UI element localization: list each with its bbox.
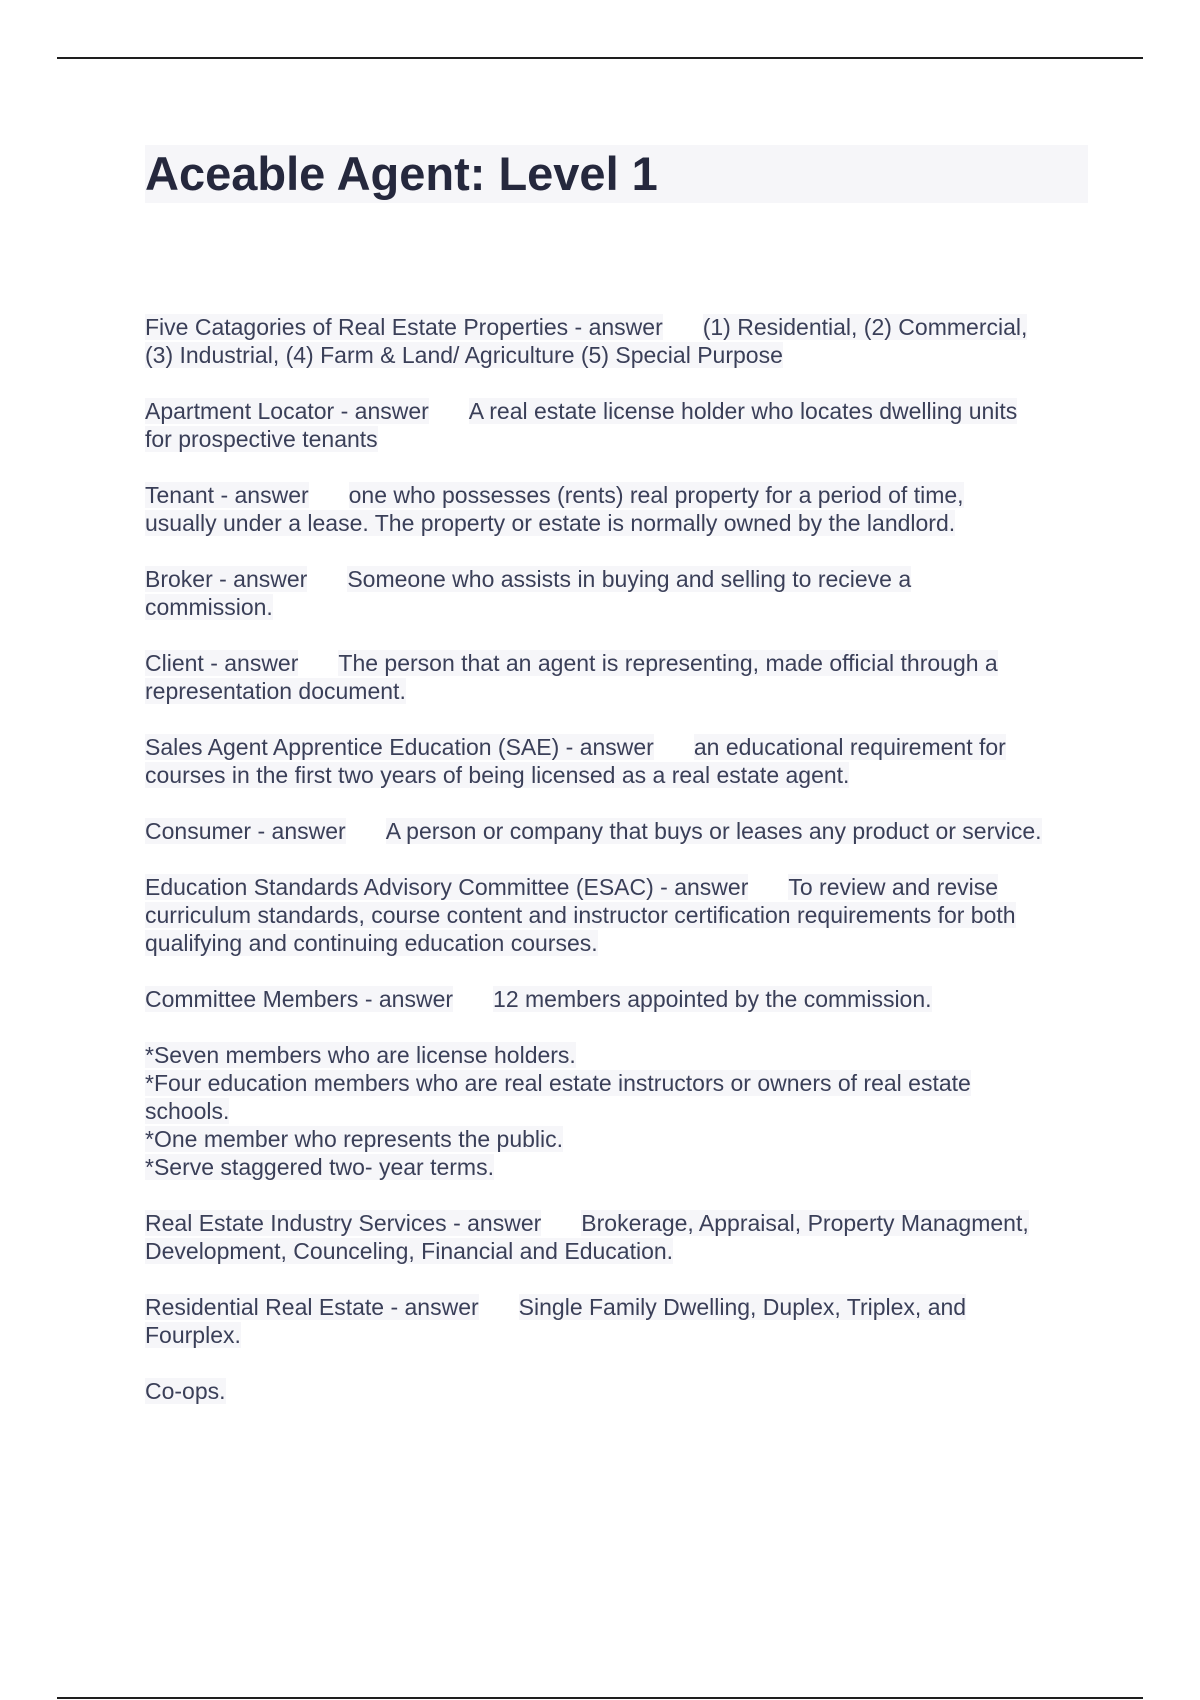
entry-definition: Development, Counceling, Financial and Education. xyxy=(145,1238,674,1264)
entry-definition: commission. xyxy=(145,594,273,620)
entry-term: Education Standards Advisory Committee (ESAC) - answer xyxy=(145,874,749,900)
flashcard-entry xyxy=(145,1209,1105,1265)
flashcard-entry xyxy=(145,1377,1105,1405)
entry-definition: A real estate license holder who locates dwelling units xyxy=(468,398,1018,424)
entry-term: Five Catagories of Real Estate Properties - answer xyxy=(145,314,663,340)
entry-definition: (1) Residential, (2) Commercial, xyxy=(702,314,1028,340)
top-rule xyxy=(57,57,1143,59)
entry-definition: A person or company that buys or leases any product or service. xyxy=(385,818,1042,844)
entry-definition: usually under a lease. The property or estate is normally owned by the landlord. xyxy=(145,510,956,536)
entry-term: Consumer - answer xyxy=(145,818,346,844)
entry-definition: (3) Industrial, (4) Farm & Land/ Agriculture (5) Special Purpose xyxy=(145,342,783,368)
flashcard-list xyxy=(145,313,1105,1405)
entry-term: Apartment Locator - answer xyxy=(145,398,429,424)
entry-definition: Co-ops. xyxy=(145,1378,226,1404)
entry-term: Client - answer xyxy=(145,650,299,676)
entry-definition: Someone who assists in buying and selling to recieve a xyxy=(347,566,912,592)
flashcard-entry xyxy=(145,817,1105,845)
entry-definition: The person that an agent is representing, made official through a xyxy=(338,650,998,676)
entry-definition: 12 members appointed by the commission. xyxy=(493,986,932,1012)
flashcard-entry xyxy=(145,1293,1105,1349)
entry-definition: *One member who represents the public. xyxy=(145,1126,564,1152)
page-title: Aceable Agent: Level 1 xyxy=(145,147,658,200)
flashcard-entry xyxy=(145,873,1105,957)
entry-definition: Brokerage, Appraisal, Property Managment, xyxy=(581,1210,1029,1236)
entry-definition: To review and revise xyxy=(788,874,999,900)
entry-definition: qualifying and continuing education courses. xyxy=(145,930,598,956)
entry-term: Sales Agent Apprentice Education (SAE) - answer xyxy=(145,734,654,760)
entry-definition: *Serve staggered two- year terms. xyxy=(145,1154,494,1180)
flashcard-entry xyxy=(145,1041,1105,1181)
entry-definition: *Seven members who are license holders. xyxy=(145,1042,576,1068)
entry-definition: Fourplex. xyxy=(145,1322,241,1348)
flashcard-entry xyxy=(145,649,1105,705)
entry-definition: representation document. xyxy=(145,678,406,704)
entry-definition: courses in the first two years of being licensed as a real estate agent. xyxy=(145,762,850,788)
flashcard-entry xyxy=(145,565,1105,621)
entry-definition: *Four education members who are real estate instructors or owners of real estate xyxy=(145,1070,971,1096)
flashcard-entry xyxy=(145,313,1105,369)
flashcard-entry xyxy=(145,397,1105,453)
entry-term: Tenant - answer xyxy=(145,482,309,508)
entry-definition: schools. xyxy=(145,1098,230,1124)
entry-term: Broker - answer xyxy=(145,566,308,592)
bottom-rule xyxy=(57,1697,1143,1699)
entry-definition: Single Family Dwelling, Duplex, Triplex, and xyxy=(518,1294,967,1320)
entry-definition: curriculum standards, course content and instructor certification requirements for both xyxy=(145,902,1016,928)
entry-term: Committee Members - answer xyxy=(145,986,454,1012)
flashcard-entry xyxy=(145,733,1105,789)
entry-term: Residential Real Estate - answer xyxy=(145,1294,479,1320)
flashcard-entry xyxy=(145,481,1105,537)
entry-term: Real Estate Industry Services - answer xyxy=(145,1210,542,1236)
entry-definition: an educational requirement for xyxy=(693,734,1006,760)
entry-definition: for prospective tenants xyxy=(145,426,378,452)
entry-definition: one who possesses (rents) real property for a period of time, xyxy=(348,482,964,508)
flashcard-entry xyxy=(145,985,1105,1013)
